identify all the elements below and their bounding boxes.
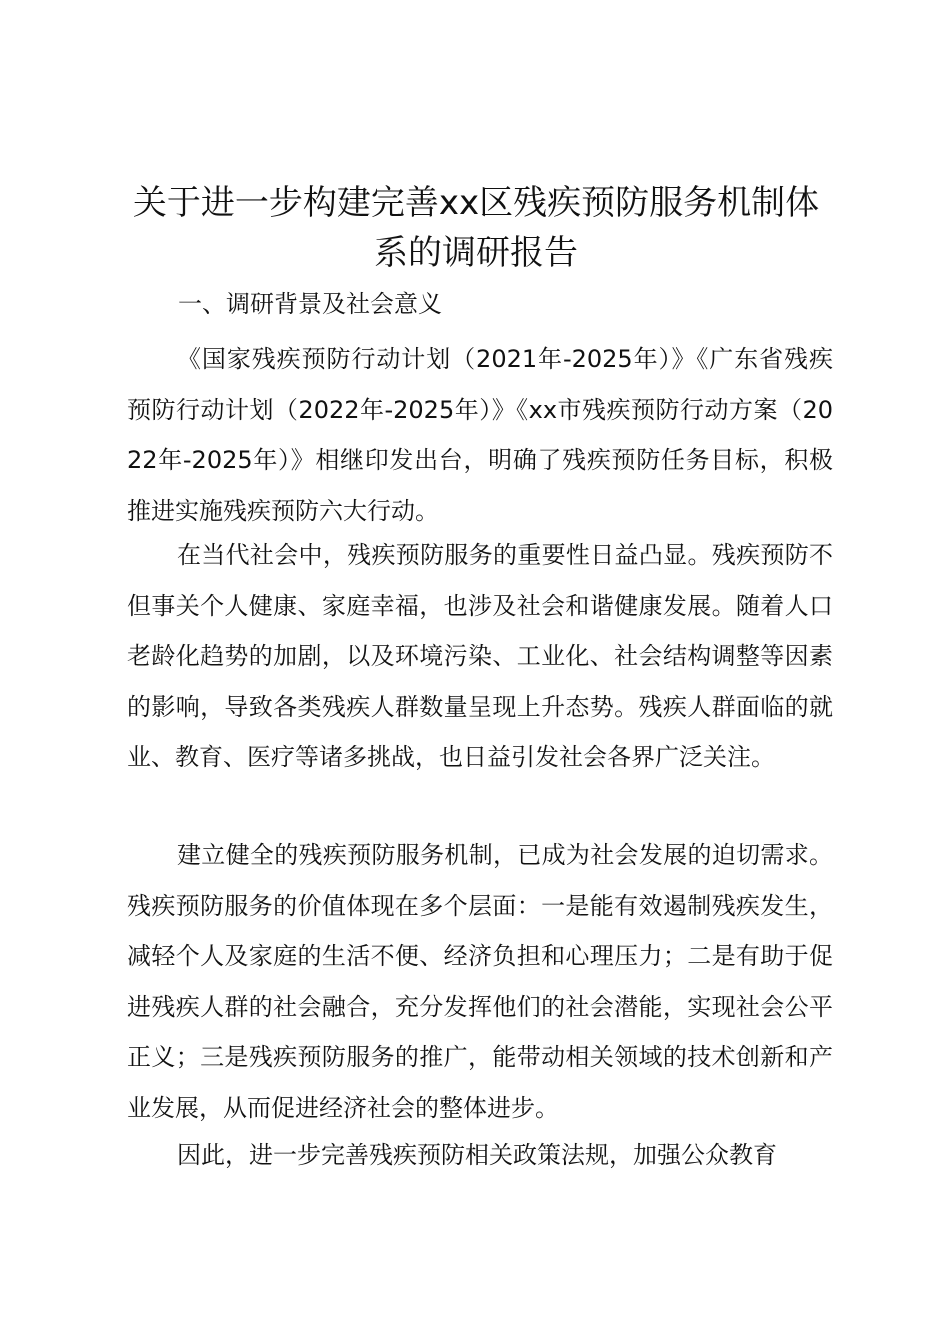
section-heading: 一、调研背景及社会意义 bbox=[178, 290, 442, 318]
paragraph-2: 在当代社会中，残疾预防服务的重要性日益凸显。残疾预防不但事关个人健康、家庭幸福，也涉及社会和谐健康发展。随着人口老龄化趋势的加剧，以及环境污染、工业化、社会结构调整等因素的影响，导致各类残疾人群数量呈现上升态势。残疾人群面临的就业、教育、医疗等诸多挑战，也日益引发社会各界广泛关注。 bbox=[127, 541, 833, 771]
paragraph-4: 因此，进一步完善残疾预防相关政策法规，加强公众教育 bbox=[177, 1141, 777, 1169]
document-title: 关于进一步构建完善xx区残疾预防服务机制体系的调研报告 bbox=[132, 183, 820, 273]
paragraph-1: 《国家残疾预防行动计划（2021年-2025年）》《广东省残疾预防行动计划（2022年-2025年）》《xx市残疾预防行动方案（2022年-2025年）》相继印发出台，明确了残疾预防任务目标，积极推进实施残疾预防六大行动。 bbox=[127, 345, 833, 525]
paragraph-3: 建立健全的残疾预防服务机制，已成为社会发展的迫切需求。残疾预防服务的价值体现在多个层面：一是能有效遏制残疾发生，减轻个人及家庭的生活不便、经济负担和心理压力；二是有助于促进残疾人群的社会融合，充分发挥他们的社会潜能，实现社会公平正义；三是残疾预防服务的推广，能带动相关领域的技术创新和产业发展，从而促进经济社会的整体进步。 bbox=[127, 841, 833, 1122]
